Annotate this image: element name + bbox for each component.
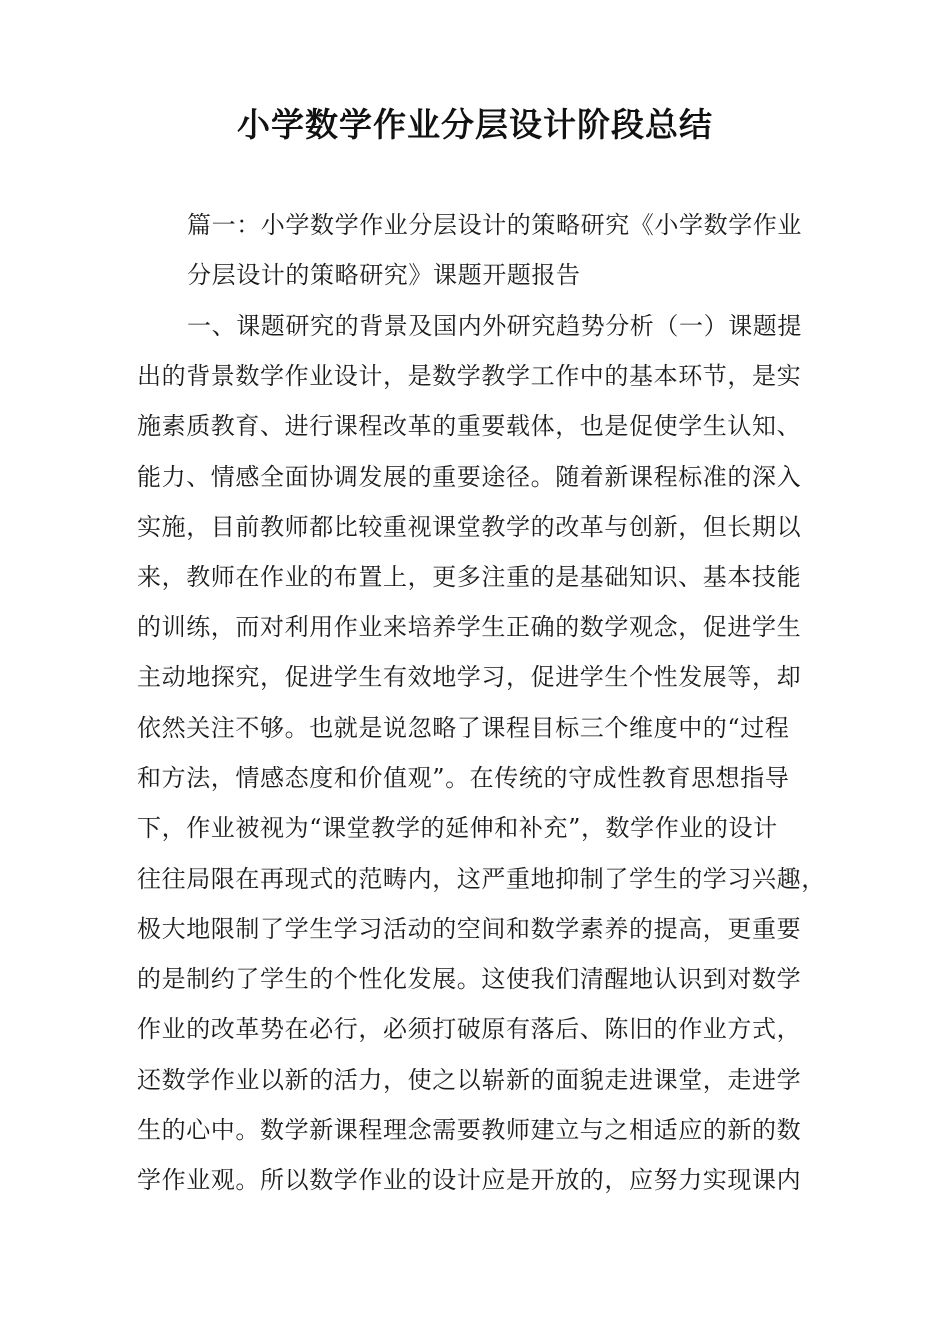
paragraph-line-1: 篇一：小学数学作业分层设计的策略研究《小学数学作业 — [187, 211, 802, 239]
document-title: 小学数学作业分层设计阶段总结 — [237, 105, 713, 144]
paragraph-line-15: 极大地限制了学生学习活动的空间和数学素养的提高，更重要 — [137, 915, 802, 943]
paragraph-line-19: 生的心中。数学新课程理念需要教师建立与之相适应的新的数 — [137, 1116, 802, 1144]
paragraph-line-7: 实施，目前教师都比较重视课堂教学的改革与创新，但长期以 — [137, 513, 802, 541]
paragraph-line-10: 主动地探究，促进学生有效地学习，促进学生个性发展等，却 — [137, 663, 802, 691]
paragraph-line-12: 和方法，情感态度和价值观”。在传统的守成性教育思想指导 — [137, 764, 790, 792]
paragraph-line-5: 施素质教育、进行课程改革的重要载体，也是促使学生认知、 — [137, 412, 802, 440]
paragraph-line-8: 来，教师在作业的布置上，更多注重的是基础知识、基本技能 — [137, 563, 802, 591]
paragraph-line-3: 一、课题研究的背景及国内外研究趋势分析（一）课题提 — [187, 312, 802, 340]
paragraph-line-13: 下，作业被视为“课堂教学的延伸和补充”，数学作业的设计 — [137, 814, 778, 842]
paragraph-line-18: 还数学作业以新的活力，使之以崭新的面貌走进课堂，走进学 — [137, 1066, 802, 1094]
paragraph-line-2: 分层设计的策略研究》课题开题报告 — [187, 261, 581, 289]
paragraph-line-4: 出的背景数学作业设计，是数学教学工作中的基本环节，是实 — [137, 362, 802, 390]
paragraph-line-20: 学作业观。所以数学作业的设计应是开放的，应努力实现课内 — [137, 1166, 802, 1194]
paragraph-line-6: 能力、情感全面协调发展的重要途径。随着新课程标准的深入 — [137, 463, 802, 491]
paragraph-line-14: 往往局限在再现式的范畴内，这严重地抑制了学生的学习兴趣， — [137, 865, 826, 893]
paragraph-line-11: 依然关注不够。也就是说忽略了课程目标三个维度中的“过程 — [137, 714, 790, 742]
paragraph-line-17: 作业的改革势在必行，必须打破原有落后、陈旧的作业方式， — [137, 1015, 802, 1043]
paragraph-line-16: 的是制约了学生的个性化发展。这使我们清醒地认识到对数学 — [137, 965, 802, 993]
paragraph-line-9: 的训练，而对利用作业来培养学生正确的数学观念，促进学生 — [137, 613, 802, 641]
